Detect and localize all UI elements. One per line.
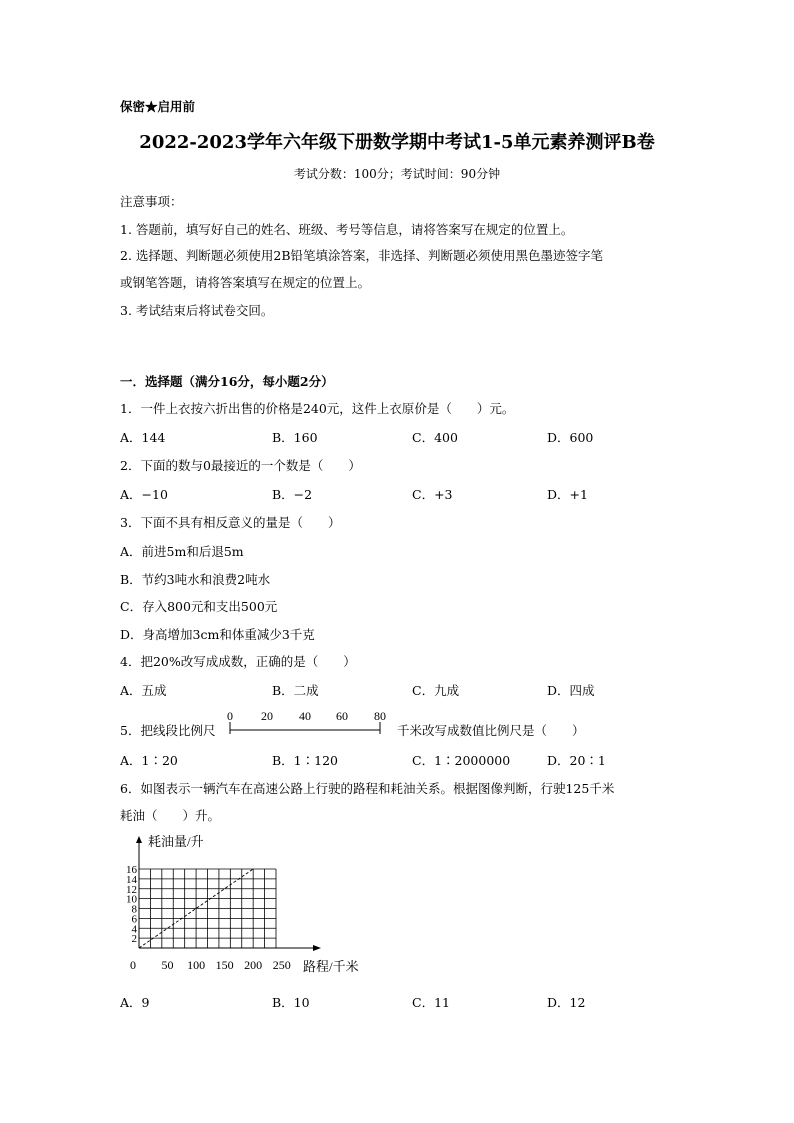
option-a[interactable]: A．9	[120, 995, 150, 1010]
option-b[interactable]: B．160	[272, 430, 318, 445]
option-a[interactable]: A．144	[120, 430, 166, 445]
y-axis-label: 耗油量/升	[148, 834, 204, 849]
y-tick-label: 10	[126, 893, 137, 906]
x-axis-label: 路程/千米	[303, 959, 359, 974]
option-c[interactable]: C．九成	[412, 683, 460, 698]
section-heading: 一．选择题（满分16分，每小题2分）	[120, 374, 334, 389]
option-c[interactable]: C．存入800元和支出500元	[120, 599, 278, 614]
question-stem-prefix: 5．把线段比例尺	[120, 723, 216, 738]
scale-label-60: 60	[336, 709, 348, 723]
option-c[interactable]: C．400	[412, 430, 458, 445]
option-d[interactable]: D．20∶1	[547, 753, 606, 768]
option-c[interactable]: C．11	[412, 995, 450, 1010]
x-tick-label: 0	[130, 958, 136, 972]
confidential-label: 保密★启用前	[120, 99, 196, 114]
y-tick-label: 12	[126, 883, 137, 896]
fuel-chart	[115, 832, 385, 982]
option-b[interactable]: B．10	[272, 995, 310, 1010]
option-d[interactable]: D．身高增加3cm和体重减少3千克	[120, 627, 315, 642]
option-b[interactable]: B．节约3吨水和浪费2吨水	[120, 572, 271, 587]
x-tick-label: 250	[272, 958, 291, 972]
option-a[interactable]: A．1∶20	[120, 753, 178, 768]
scale-label-0: 0	[227, 709, 233, 723]
option-d[interactable]: D．四成	[547, 683, 595, 698]
note-item: 1. 答题前，填写好自己的姓名、班级、考号等信息，请将答案写在规定的位置上。	[120, 222, 574, 237]
question-stem: 3．下面不具有相反意义的量是（ ）	[120, 515, 341, 530]
option-d[interactable]: D．600	[547, 430, 594, 445]
note-item: 或钢笔答题，请将答案填写在规定的位置上。	[120, 275, 371, 290]
x-axis-arrow	[313, 945, 321, 951]
option-b[interactable]: B．−2	[272, 487, 313, 502]
option-c[interactable]: C．+3	[412, 487, 453, 502]
question-stem-line2: 耗油（ ）升。	[120, 808, 221, 823]
option-a[interactable]: A．五成	[120, 683, 167, 698]
option-a[interactable]: A．前进5m和后退5m	[120, 544, 244, 559]
option-a[interactable]: A．−10	[120, 487, 168, 502]
x-tick-label: 150	[215, 958, 234, 972]
x-tick-label: 200	[244, 958, 263, 972]
scale-label-80: 80	[374, 709, 386, 723]
question-stem: 2．下面的数与0最接近的一个数是（ ）	[120, 458, 361, 473]
note-item: 3. 考试结束后将试卷交回。	[120, 303, 274, 318]
question-stem: 4．把20%改写成成数，正确的是（ ）	[120, 654, 356, 669]
scale-label-20: 20	[261, 709, 273, 723]
y-tick-label: 4	[131, 923, 137, 936]
option-b[interactable]: B．1∶120	[272, 753, 338, 768]
exam-title: 2022-2023学年六年级下册数学期中考试1-5单元素养测评B卷	[139, 132, 655, 153]
scale-bar	[222, 708, 392, 738]
option-d[interactable]: D．+1	[547, 487, 588, 502]
exam-meta: 考试分数：100分；考试时间：90分钟	[293, 167, 501, 181]
y-tick-label: 14	[126, 873, 137, 886]
scale-label-40: 40	[299, 709, 311, 723]
y-tick-label: 16	[126, 864, 137, 876]
option-c[interactable]: C．1∶2000000	[412, 753, 511, 768]
y-axis-arrow	[136, 836, 142, 843]
y-tick-label: 8	[131, 903, 137, 916]
notes-heading: 注意事项：	[120, 194, 183, 209]
option-d[interactable]: D．12	[547, 995, 586, 1010]
note-item: 2. 选择题、判断题必须使用2B铅笔填涂答案，非选择、判断题必须使用黑色墨迹签字笔	[120, 248, 604, 263]
question-stem-suffix: 千米改写成数值比例尺是（ ）	[397, 723, 585, 738]
y-tick-label: 6	[131, 913, 137, 926]
x-tick-label: 50	[161, 958, 174, 972]
y-tick-label: 2	[131, 933, 137, 946]
x-tick-label: 100	[187, 958, 206, 972]
option-b[interactable]: B．二成	[272, 683, 319, 698]
question-stem: 6．如图表示一辆汽车在高速公路上行驶的路程和耗油关系。根据图像判断，行驶125千米	[120, 781, 615, 796]
question-stem: 1．一件上衣按六折出售的价格是240元，这件上衣原价是（ ）元。	[120, 401, 515, 416]
